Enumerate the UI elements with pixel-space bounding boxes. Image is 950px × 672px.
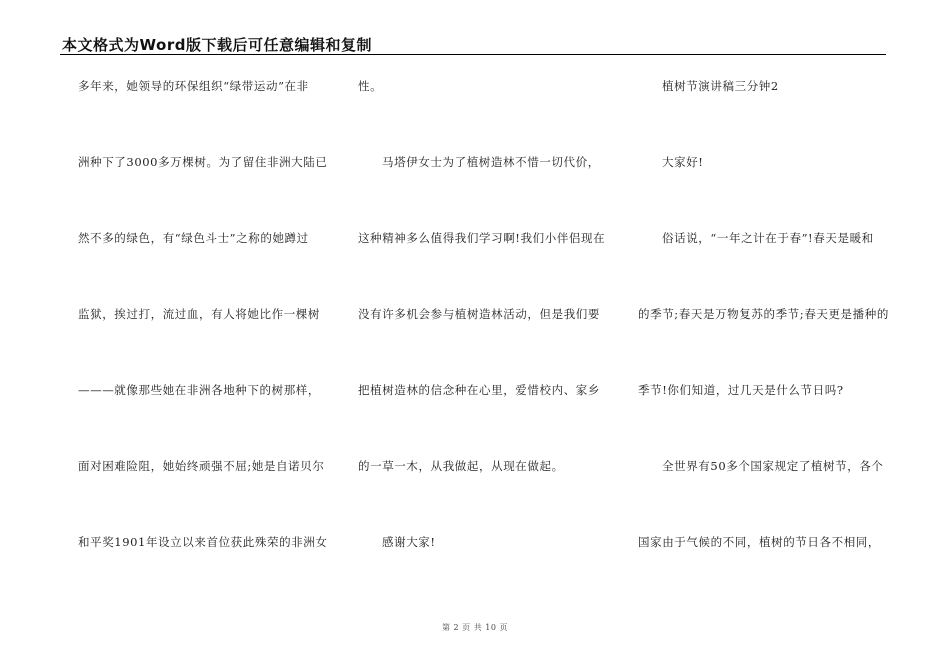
text-line: 这种精神多么值得我们学习啊!我们小伴侣现在 [358,231,606,245]
text-line: 感谢大家! [382,535,436,549]
text-line: 监狱，挨过打，流过血，有人将她比作一棵树 [78,307,320,321]
text-line: 然不多的绿色，有“绿色斗士”之称的她蹲过 [78,231,309,245]
text-column-3 [638,78,889,610]
text-line: 马塔伊女士为了植树造林不惜一切代价， [382,155,600,169]
text-line: 性。 [358,79,383,93]
text-line: ———就像那些她在非洲各地种下的树那样， [78,383,320,397]
text-line: 国家由于气候的不同，植树的节日各不相同， [638,535,880,549]
section-heading: 植树节演讲稿三分钟2 [662,79,779,93]
text-line: 洲种下了3000多万棵树。为了留住非洲大陆已 [78,155,328,169]
text-line: 把植树造林的信念种在心里，爱惜校内、家乡 [358,383,600,397]
text-column-2 [358,78,606,610]
text-line: 多年来，她领导的环保组织“绿带运动”在非 [78,79,309,93]
text-line: 的季节;春天是万物复苏的季节;春天更是播种的 [638,307,889,321]
text-line: 俗话说，“一年之计在于春”!春天是暖和 [662,231,874,245]
text-line: 季节!你们知道，过几天是什么节日吗? [638,383,844,397]
document-header-title: 本文格式为Word版下载后可任意编辑和复制 [62,36,372,54]
text-line: 全世界有50多个国家规定了植树节，各个 [662,459,884,473]
header-divider [60,54,886,55]
text-line: 没有许多机会参与植树造林活动，但是我们要 [358,307,600,321]
text-line: 的一草一木，从我做起，从现在做起。 [358,459,564,473]
text-line: 大家好! [662,155,704,169]
page-number: 第 2 页 共 10 页 [442,623,508,632]
text-line: 和平奖1901年设立以来首位获此殊荣的非洲女 [78,535,328,549]
text-column-1 [78,78,328,610]
text-line: 面对困难险阻，她始终顽强不屈;她是自诺贝尔 [78,459,325,473]
